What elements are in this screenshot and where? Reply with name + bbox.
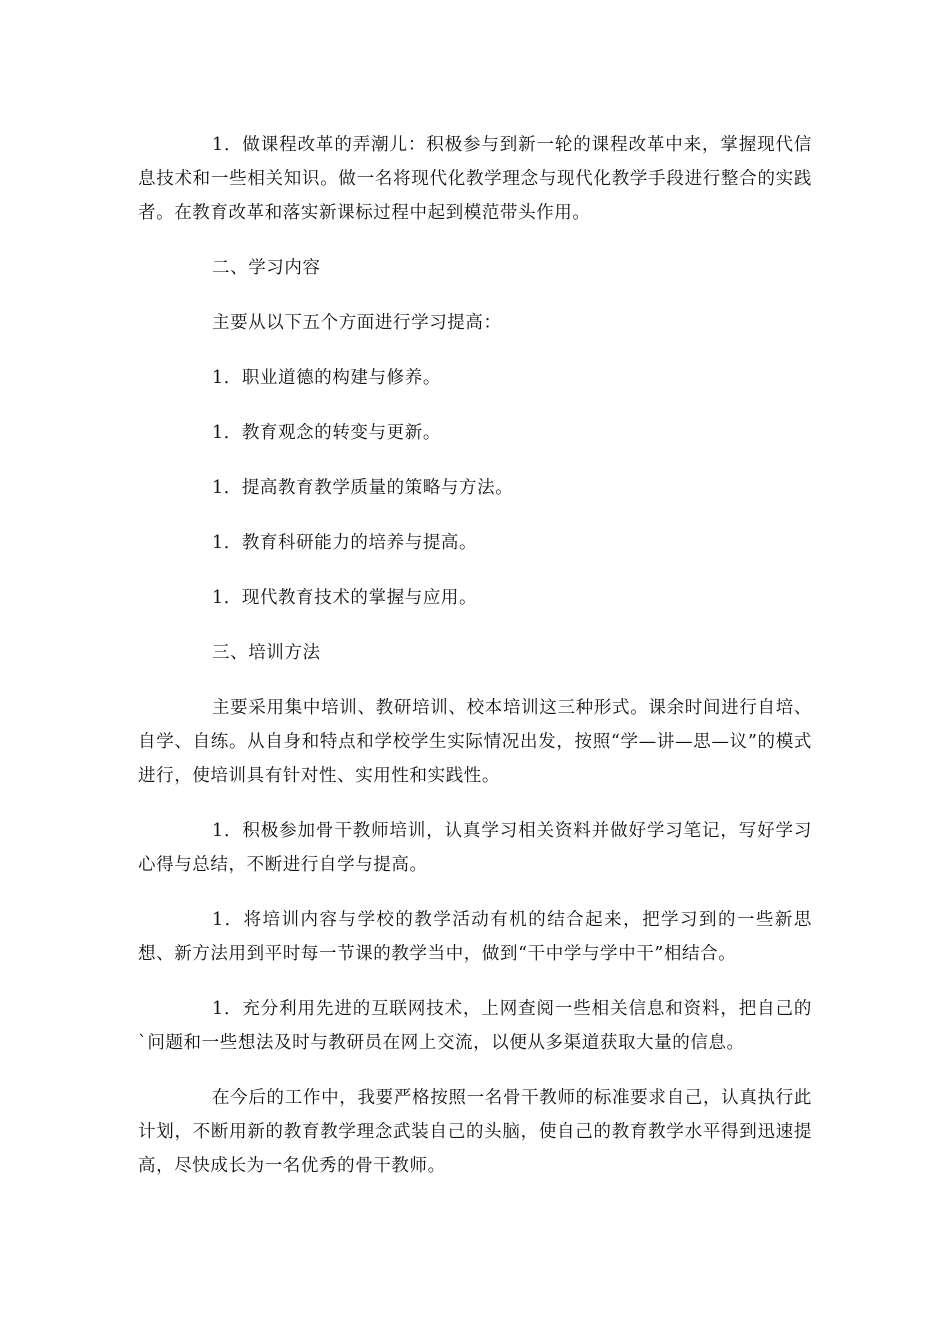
list-item-professional-ethics: 1．职业道德的构建与修养。	[212, 368, 441, 388]
list-item-education-concepts: 1．教育观念的转变与更新。	[212, 423, 441, 443]
paragraph-combine-teaching: 1．将培训内容与学校的教学活动有机的结合起来，把学习到的一些新思想、新方法用到平时每一节课的教学当中，做到“干中学与学中干”相结合。	[138, 910, 812, 964]
paragraph-study-intro: 主要从以下五个方面进行学习提高：	[212, 313, 502, 333]
paragraph-training-forms: 主要采用集中培训、教研培训、校本培训这三种形式。课余时间进行自培、自学、自练。从自身和特点和学校学生实际情况出发，按照“学—讲—思—议”的模式进行，使培训具有针对性、实用性和实践性。	[138, 698, 812, 786]
paragraph-backbone-training: 1．积极参加骨干教师培训，认真学习相关资料并做好学习笔记，写好学习心得与总结，不断进行自学与提高。	[138, 821, 812, 875]
list-item-research-ability: 1．教育科研能力的培养与提高。	[212, 533, 478, 553]
section-heading-training-methods: 三、培训方法	[212, 643, 321, 663]
paragraph-internet-use: 1．充分利用先进的互联网技术，上网查阅一些相关信息和资料，把自己的`问题和一些想法及时与教研员在网上交流，以便从多渠道获取大量的信息。	[138, 999, 812, 1053]
paragraph-conclusion: 在今后的工作中，我要严格按照一名骨干教师的标准要求自己，认真执行此计划，不断用新的教育教学理念武装自己的头脑，使自己的教育教学水平得到迅速提高，尽快成长为一名优秀的骨干教师。	[138, 1088, 812, 1176]
paragraph-curriculum-reform: 1．做课程改革的弄潮儿：积极参与到新一轮的课程改革中来，掌握现代信息技术和一些相关知识。做一名将现代化教学理念与现代化教学手段进行整合的实践者。在教育改革和落实新课标过程中起到模范带头作用。	[138, 135, 812, 223]
document-body	[138, 128, 812, 1204]
section-heading-study-content: 二、学习内容	[212, 258, 321, 278]
list-item-teaching-quality: 1．提高教育教学质量的策略与方法。	[212, 478, 514, 498]
list-item-modern-technology: 1．现代教育技术的掌握与应用。	[212, 588, 478, 608]
